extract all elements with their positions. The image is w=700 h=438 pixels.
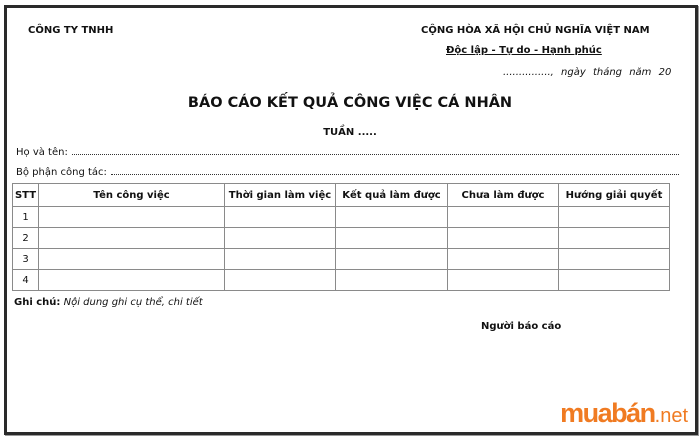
cell-work-time[interactable] [225, 207, 336, 228]
national-title: CỘNG HÒA XÃ HỘI CHỦ NGHĨA VIỆT NAM [421, 25, 650, 36]
reporter-signature-label: Người báo cáo [481, 321, 562, 332]
department-dotted-line[interactable] [111, 166, 679, 175]
col-header-results: Kết quả làm được [336, 184, 448, 207]
cell-task-name[interactable] [39, 228, 225, 249]
cell-work-time[interactable] [225, 249, 336, 270]
company-name: CÔNG TY TNHH [28, 25, 114, 36]
cell-not-done[interactable] [448, 249, 559, 270]
cell-not-done[interactable] [448, 228, 559, 249]
note-text: Nội dung ghi cụ thể, chi tiết [63, 297, 203, 308]
cell-results[interactable] [336, 270, 448, 291]
cell-work-time[interactable] [225, 228, 336, 249]
cell-solution[interactable] [559, 249, 670, 270]
muaban-watermark-logo [560, 398, 688, 429]
cell-results[interactable] [336, 207, 448, 228]
cell-stt: 1 [13, 207, 39, 228]
cell-results[interactable] [336, 249, 448, 270]
cell-work-time[interactable] [225, 270, 336, 291]
name-dotted-line[interactable] [72, 146, 679, 155]
cell-task-name[interactable] [39, 249, 225, 270]
col-header-stt: STT [13, 184, 39, 207]
report-title: BÁO CÁO KẾT QUẢ CÔNG VIỆC CÁ NHÂN [187, 95, 513, 111]
col-header-work-time: Thời gian làm việc [225, 184, 336, 207]
cell-stt: 3 [13, 249, 39, 270]
department-label: Bộ phận công tác: [16, 167, 107, 178]
table-row [13, 270, 670, 291]
cell-stt: 4 [13, 270, 39, 291]
note [14, 297, 203, 308]
table-row [13, 249, 670, 270]
col-header-solution: Hướng giải quyết [559, 184, 670, 207]
cell-not-done[interactable] [448, 270, 559, 291]
name-label: Họ và tên: [16, 147, 68, 158]
table-row [13, 228, 670, 249]
cell-not-done[interactable] [448, 207, 559, 228]
cell-solution[interactable] [559, 207, 670, 228]
department-field[interactable] [16, 166, 679, 178]
table-header-row [13, 184, 670, 207]
name-field[interactable] [16, 146, 679, 158]
date-line: ..............., ngày tháng năm 20 [503, 67, 672, 78]
national-motto: Độc lập - Tự do - Hạnh phúc [446, 45, 602, 56]
report-table [12, 183, 670, 291]
col-header-task-name: Tên công việc [39, 184, 225, 207]
report-week: TUẦN ..... [323, 127, 377, 138]
cell-solution[interactable] [559, 270, 670, 291]
watermark-tld: .net [654, 405, 688, 427]
watermark-brand: muabán [560, 398, 655, 428]
cell-stt: 2 [13, 228, 39, 249]
table-row [13, 207, 670, 228]
cell-task-name[interactable] [39, 207, 225, 228]
col-header-not-done: Chưa làm được [448, 184, 559, 207]
cell-solution[interactable] [559, 228, 670, 249]
note-label: Ghi chú: [14, 297, 61, 308]
cell-results[interactable] [336, 228, 448, 249]
cell-task-name[interactable] [39, 270, 225, 291]
